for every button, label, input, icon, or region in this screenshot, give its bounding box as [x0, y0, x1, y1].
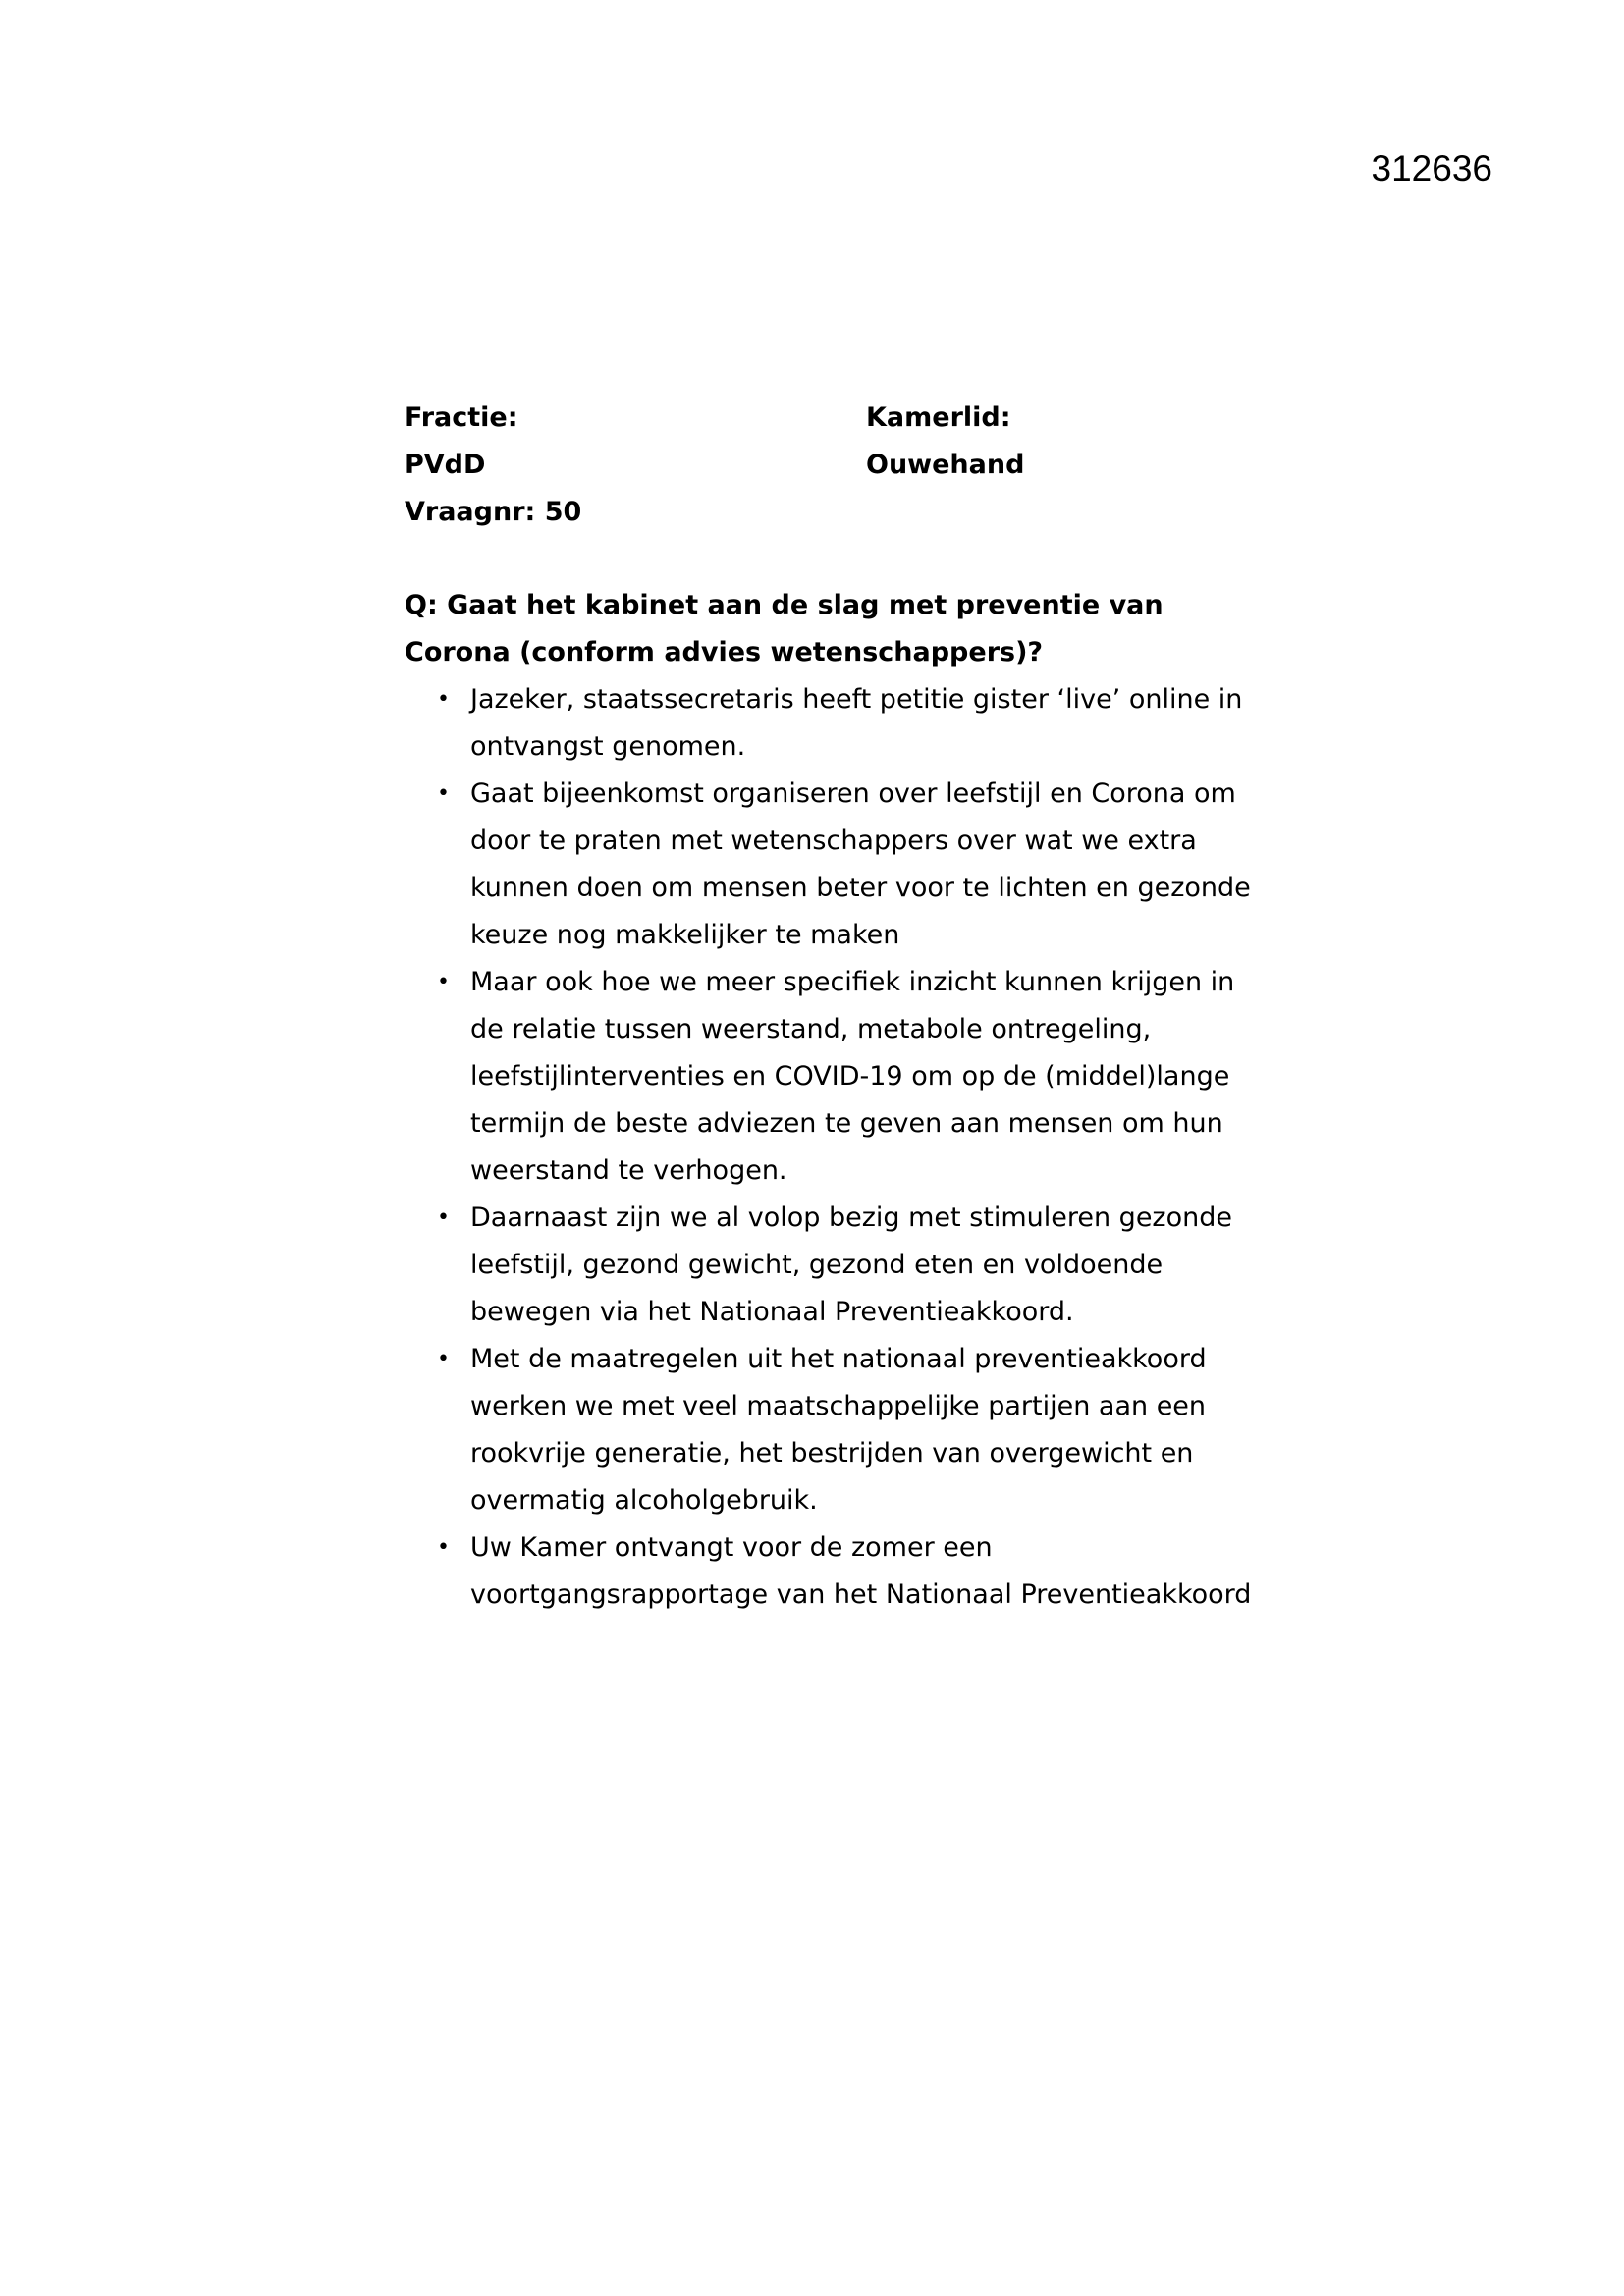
answer-line: Gaat bijeenkomst organiseren over leefstijl en Corona om	[470, 778, 1236, 809]
answer-item	[405, 771, 1269, 959]
answer-item	[405, 1336, 1269, 1524]
answer-line: leefstijl, gezond gewicht, gezond eten en voldoende	[470, 1250, 1164, 1280]
answer-line: leefstijlinterventies en COVID-19 om op de (middel)lange	[470, 1061, 1230, 1092]
answer-line: werken we met veel maatschappelijke partijen aan een	[470, 1391, 1207, 1421]
bullet-icon: •	[437, 970, 450, 994]
answer-item	[405, 1195, 1269, 1336]
meta-row-values	[405, 442, 1249, 489]
question-line-2: Corona (conform advies wetenschappers)?	[405, 637, 1044, 667]
answer-line: keuze nog makkelijker te maken	[470, 920, 900, 950]
meta-row-labels	[405, 395, 1249, 442]
meta-row-number	[405, 489, 1249, 536]
bullet-icon: •	[437, 1347, 450, 1371]
answer-list	[405, 676, 1269, 1619]
fractie-value: PVdD	[405, 450, 486, 480]
answer-item	[405, 959, 1269, 1195]
answer-item	[405, 676, 1269, 771]
question-line-1: Q: Gaat het kabinet aan de slag met preventie van	[405, 590, 1164, 620]
document-number: 312636	[1371, 148, 1492, 188]
answer-line: overmatig alcoholgebruik.	[470, 1485, 818, 1516]
kamerlid-value: Ouwehand	[866, 450, 1025, 480]
bullet-icon: •	[437, 781, 450, 806]
answer-line: de relatie tussen weerstand, metabole ontregeling,	[470, 1014, 1152, 1044]
answer-line: termijn de beste adviezen te geven aan mensen om hun	[470, 1108, 1223, 1139]
question-heading	[405, 582, 1249, 676]
answer-line: bewegen via het Nationaal Preventieakkoord.	[470, 1297, 1074, 1327]
answer-line: weerstand te verhogen.	[470, 1155, 787, 1186]
bullet-icon: •	[437, 1535, 450, 1560]
answer-line: Met de maatregelen uit het nationaal preventieakkoord	[470, 1344, 1207, 1374]
answer-line: kunnen doen om mensen beter voor te lichten en gezonde	[470, 873, 1251, 903]
kamerlid-label: Kamerlid:	[866, 402, 1011, 433]
question-metadata	[405, 395, 1249, 536]
answer-line: door te praten met wetenschappers over wat we extra	[470, 826, 1197, 856]
answer-item	[405, 1524, 1269, 1619]
answer-line: Uw Kamer ontvangt voor de zomer een	[470, 1532, 993, 1563]
answer-line: ontvangst genomen.	[470, 731, 746, 762]
answer-line: rookvrije generatie, het bestrijden van overgewicht en	[470, 1438, 1194, 1468]
bullet-icon: •	[437, 687, 450, 712]
answer-line: Maar ook hoe we meer specifiek inzicht kunnen krijgen in	[470, 967, 1235, 997]
question-number: Vraagnr: 50	[405, 497, 582, 527]
answer-line: Daarnaast zijn we al volop bezig met stimuleren gezonde	[470, 1202, 1232, 1233]
answer-line: voortgangsrapportage van het Nationaal Preventieakkoord	[470, 1579, 1252, 1610]
fractie-label: Fractie:	[405, 402, 518, 433]
bullet-icon: •	[437, 1205, 450, 1230]
answer-line: Jazeker, staatssecretaris heeft petitie gister ‘live’ online in	[470, 684, 1243, 715]
